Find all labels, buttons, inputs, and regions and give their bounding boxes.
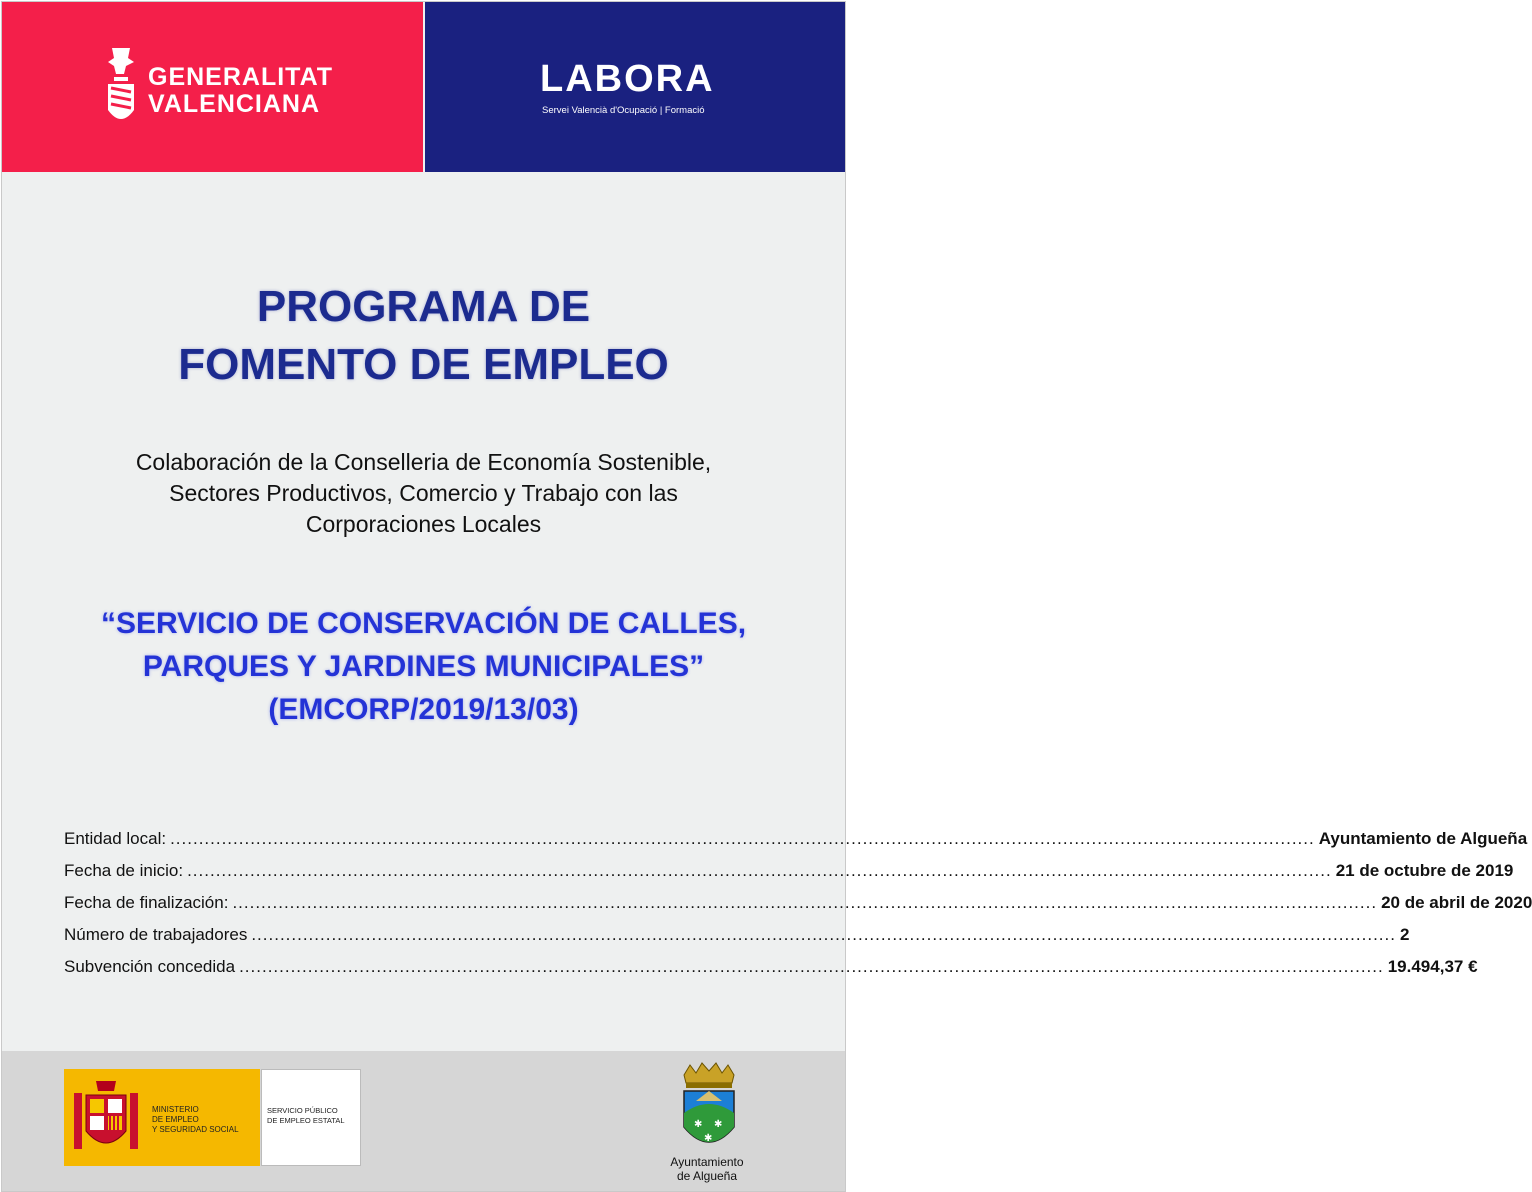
leader-dots: ........................................................................................................................................................................................................ (239, 957, 1384, 976)
detail-row-workers (64, 913, 1410, 945)
detail-value: Ayuntamiento de Algueña (1318, 829, 1528, 848)
service-line1: “SERVICIO DE CONSERVACIÓN DE CALLES, (100, 607, 747, 640)
ayto-line1: Ayuntamiento (670, 1155, 744, 1169)
ayuntamiento-text (642, 1155, 772, 1183)
ministry-line2: DE EMPLEO (152, 1115, 199, 1124)
footer (2, 1051, 845, 1191)
detail-value: 19.494,37 € (1387, 957, 1478, 976)
subtitle-line1: Colaboración de la Conselleria de Economía Sostenible, (135, 449, 712, 475)
service-title (2, 602, 845, 731)
title-line2: FOMENTO DE EMPLEO (178, 340, 669, 389)
ministry-line1: MINISTERIO (152, 1105, 199, 1114)
labora-header (425, 2, 845, 172)
detail-value: 21 de octubre de 2019 (1335, 861, 1514, 880)
sepe-line2: DE EMPLEO ESTATAL (267, 1116, 345, 1125)
ministry-line3: Y SEGURIDAD SOCIAL (152, 1125, 239, 1134)
poster (1, 1, 1532, 1192)
detail-label: Número de trabajadores (64, 925, 248, 944)
generalitat-emblem-icon (102, 44, 140, 136)
service-line3: (EMCORP/2019/13/03) (268, 693, 579, 726)
program-title (2, 278, 845, 394)
ministry-logo (64, 1069, 260, 1166)
leader-dots: ........................................................................................................................................................................................................ (251, 925, 1396, 944)
detail-value: 20 de abril de 2020 (1381, 893, 1532, 912)
labora-title: LABORA (540, 58, 715, 100)
leader-dots: ........................................................................................................................................................................................................ (187, 861, 1332, 880)
detail-label: Fecha de finalización: (64, 893, 229, 912)
detail-row-entity (64, 817, 1528, 849)
sepe-text (267, 1106, 345, 1126)
ayto-line2: de Algueña (676, 1169, 738, 1183)
details-list (64, 817, 1532, 977)
svg-text:✱: ✱ (704, 1133, 713, 1144)
leader-dots: ........................................................................................................................................................................................................ (170, 829, 1315, 848)
title-line1: PROGRAMA DE (256, 282, 591, 331)
svg-text:✱: ✱ (714, 1119, 723, 1130)
detail-value: 2 (1399, 925, 1410, 944)
detail-row-end-date (64, 881, 1532, 913)
subtitle-line3: Corporaciones Locales (305, 511, 542, 537)
detail-row-subsidy (64, 945, 1478, 977)
ministry-text (152, 1105, 239, 1135)
spain-coat-of-arms-icon (70, 1075, 142, 1161)
alguena-shield-icon (678, 1061, 740, 1153)
service-line2: PARQUES Y JARDINES MUNICIPALES” (142, 650, 705, 683)
labora-subtitle: Servei Valencià d'Ocupació | Formació (542, 105, 705, 116)
detail-row-start-date (64, 849, 1514, 881)
detail-label: Fecha de inicio: (64, 861, 184, 880)
collaboration-subtitle (2, 447, 845, 540)
leader-dots: ........................................................................................................................................................................................................ (232, 893, 1378, 912)
subtitle-line2: Sectores Productivos, Comercio y Trabajo con las (169, 480, 678, 506)
generalitat-header (2, 2, 423, 172)
detail-label: Subvención concedida (64, 957, 236, 976)
generalitat-wordmark (148, 64, 333, 118)
svg-text:✱: ✱ (694, 1119, 703, 1130)
detail-label: Entidad local: (64, 829, 167, 848)
generalitat-line2: VALENCIANA (148, 90, 321, 118)
generalitat-line1: GENERALITAT (148, 63, 334, 91)
sepe-line1: SERVICIO PÚBLICO (267, 1106, 338, 1115)
sepe-logo (261, 1069, 361, 1166)
